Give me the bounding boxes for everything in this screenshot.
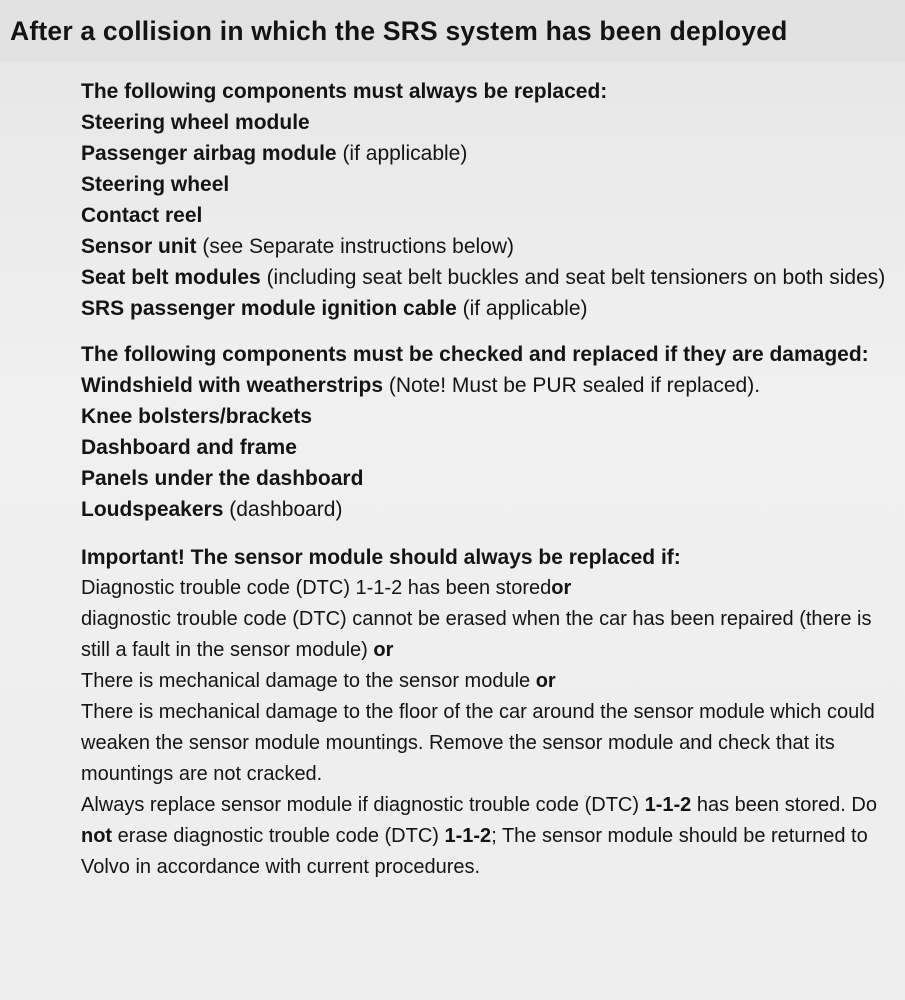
item-name: Contact reel <box>81 204 203 227</box>
condition-2: diagnostic trouble code (DTC) cannot be erased when the car has been repaired (there is still a fault in the sensor module) <box>81 608 872 661</box>
item-note: (dashboard) <box>229 498 343 521</box>
list-item <box>81 293 891 324</box>
list-item <box>81 494 891 525</box>
item-note: (if applicable) <box>462 297 588 320</box>
item-name: Knee bolsters/brackets <box>81 405 313 428</box>
list-item <box>81 231 891 262</box>
condition-1: Diagnostic trouble code (DTC) 1-1-2 has been stored <box>81 577 552 599</box>
item-name: Panels under the dashboard <box>81 467 364 490</box>
always-replaced-list <box>81 107 891 324</box>
list-item <box>81 463 891 494</box>
list-item <box>81 370 891 401</box>
dtc-code: 1-1-2 <box>644 794 692 816</box>
or-word: or <box>535 670 556 692</box>
list-item <box>81 200 891 231</box>
item-note: (Note! Must be PUR sealed if replaced). <box>388 374 761 397</box>
final-text-4: ; The sensor module should be returned to Volvo in accordance with current procedures. <box>81 825 868 878</box>
checked-replaced-title: The following components must be checked and replaced if they are damaged: <box>81 343 869 366</box>
item-note: (see Separate instructions below) <box>202 235 515 258</box>
condition-3: There is mechanical damage to the sensor module <box>81 670 531 692</box>
item-name: Dashboard and frame <box>81 436 297 459</box>
list-item <box>81 401 891 432</box>
item-name: SRS passenger module ignition cable <box>81 297 457 320</box>
item-name: Steering wheel module <box>81 111 310 134</box>
list-item <box>81 432 891 463</box>
item-note: (including seat belt buckles and seat belt tensioners on both sides) <box>266 266 886 289</box>
list-item <box>81 138 891 169</box>
item-name: Loudspeakers <box>81 498 224 521</box>
content <box>81 76 891 883</box>
item-name: Steering wheel <box>81 173 230 196</box>
or-word: or <box>373 639 394 661</box>
not-word: not <box>81 825 113 847</box>
item-name: Sensor unit <box>81 235 197 258</box>
list-item <box>81 169 891 200</box>
final-text-2: has been stored. Do <box>696 794 877 816</box>
page-heading: After a collision in which the SRS system has been deployed <box>10 16 788 46</box>
always-replaced-title: The following components must always be replaced: <box>81 80 608 103</box>
list-item <box>81 107 891 138</box>
final-text-1: Always replace sensor module if diagnostic trouble code (DTC) <box>81 794 640 816</box>
important-conditions <box>81 573 891 883</box>
final-text-3: erase diagnostic trouble code (DTC) <box>117 825 439 847</box>
condition-4: There is mechanical damage to the floor of the car around the sensor module which could weaken the sensor module mountings. Remove the sensor module and check that its mountings are not cracked. <box>81 701 875 785</box>
item-name: Passenger airbag module <box>81 142 337 165</box>
checked-replaced-list <box>81 370 891 525</box>
item-name: Windshield with weatherstrips <box>81 374 384 397</box>
or-word: or <box>551 577 572 599</box>
dtc-code: 1-1-2 <box>444 825 492 847</box>
item-note: (if applicable) <box>342 142 468 165</box>
item-name: Seat belt modules <box>81 266 261 289</box>
important-title: Important! The sensor module should always be replaced if: <box>81 546 681 569</box>
list-item <box>81 262 891 293</box>
